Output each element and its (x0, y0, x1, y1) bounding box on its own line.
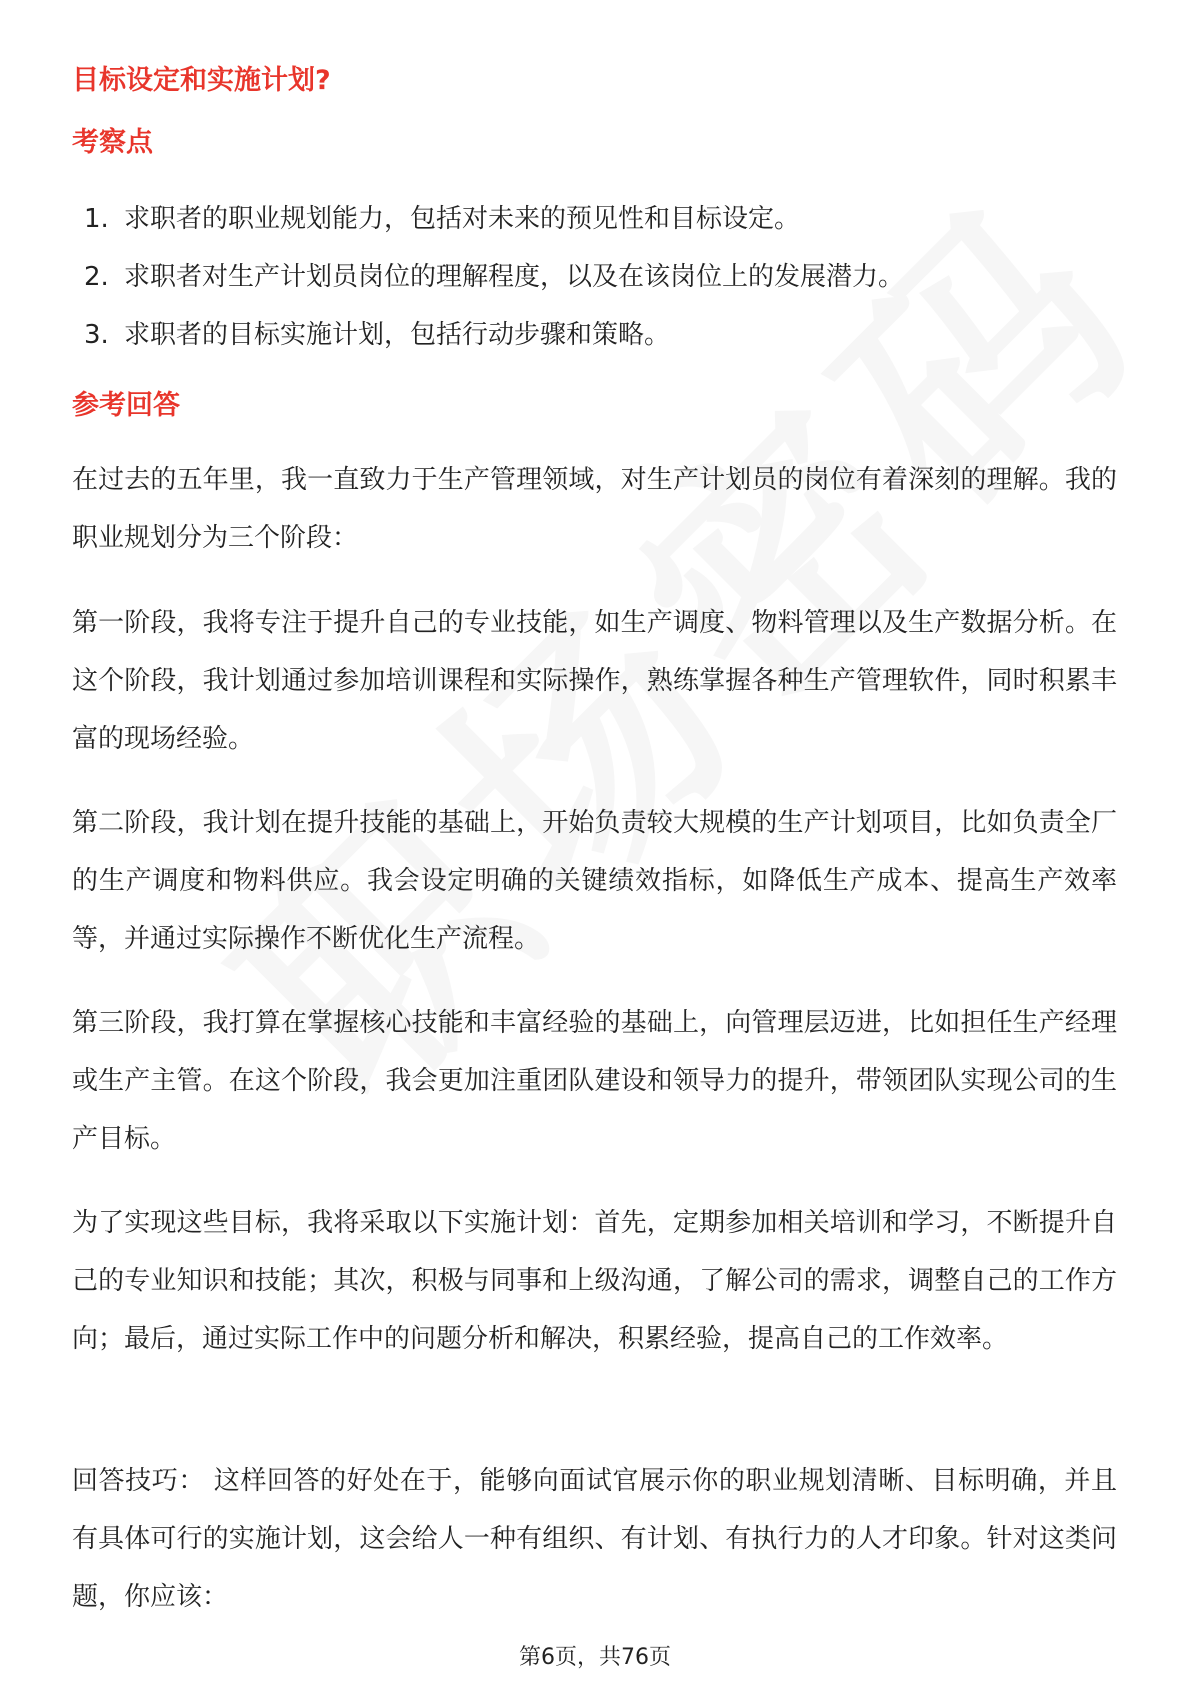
points-list (84, 190, 904, 364)
list-item (84, 248, 904, 306)
section-heading-points: 考察点 (72, 127, 153, 158)
answer-paragraph: 第二阶段，我计划在提升技能的基础上，开始负责较大规模的生产计划项目，比如负责全厂的生产调度和物料供应。我会设定明确的关键绩效指标，如降低生产成本、提高生产效率等，并通过实际操作不断优化生产流程。 (72, 808, 1117, 954)
answer-paragraph: 在过去的五年里，我一直致力于生产管理领域，对生产计划员的岗位有着深刻的理解。我的职业规划分为三个阶段： (72, 465, 1117, 553)
answer-paragraph: 第一阶段，我将专注于提升自己的专业技能，如生产调度、物料管理以及生产数据分析。在这个阶段，我计划通过参加培训课程和实际操作，熟练掌握各种生产管理软件，同时积累丰富的现场经验。 (72, 608, 1117, 754)
page-title: 目标设定和实施计划? (72, 65, 331, 96)
list-number: 1. (84, 204, 109, 234)
list-item (84, 190, 904, 248)
answer-paragraph: 为了实现这些目标，我将采取以下实施计划：首先，定期参加相关培训和学习，不断提升自己的专业知识和技能；其次，积极与同事和上级沟通，了解公司的需求，调整自己的工作方向；最后，通过实际工作中的问题分析和解决，积累经验，提高自己的工作效率。 (72, 1208, 1117, 1354)
page-number-footer: 第6页，共76页 (519, 1645, 671, 1670)
answer-tips-paragraph: 回答技巧： 这样回答的好处在于，能够向面试官展示你的职业规划清晰、目标明确，并且有具体可行的实施计划，这会给人一种有组织、有计划、有执行力的人才印象。针对这类问题，你应该： (72, 1466, 1117, 1612)
list-item-text: 求职者的目标实施计划，包括行动步骤和策略。 (124, 320, 671, 350)
list-number: 3. (84, 320, 109, 350)
list-item-text: 求职者的职业规划能力，包括对未来的预见性和目标设定。 (124, 204, 801, 234)
answer-paragraph: 第三阶段，我打算在掌握核心技能和丰富经验的基础上，向管理层迈进，比如担任生产经理或生产主管。在这个阶段，我会更加注重团队建设和领导力的提升，带领团队实现公司的生产目标。 (72, 1008, 1117, 1154)
list-item (84, 306, 904, 364)
section-heading-answer: 参考回答 (72, 390, 180, 421)
list-number: 2. (84, 262, 109, 292)
list-item-text: 求职者对生产计划员岗位的理解程度，以及在该岗位上的发展潜力。 (124, 262, 905, 292)
